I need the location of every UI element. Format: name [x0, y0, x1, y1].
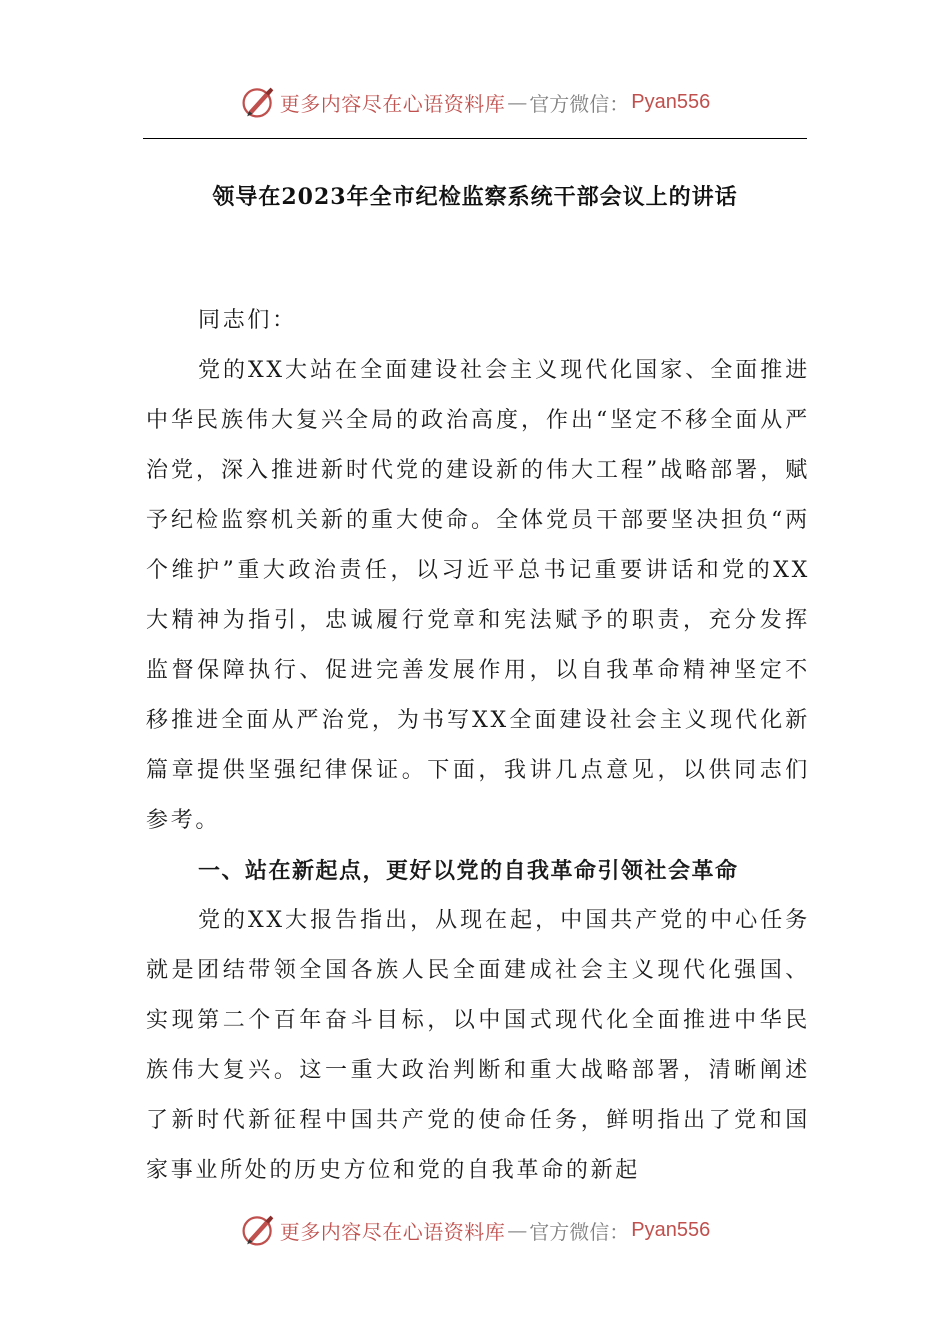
salutation: 同志们： — [198, 308, 297, 333]
banner-separator: — — [507, 90, 528, 114]
document-title: 领导在2023年全市纪检监察系统干部会议上的讲话 — [212, 184, 738, 210]
intro-paragraph: 党的XX大站在全面建设社会主义现代化国家、全面推进中华民族伟大复兴全局的政治高度，作出“坚定不移全面从严治党，深入推进新时代党的建设新的伟大工程”战略部署，赋予纪检监察机关新的重大使命。全体党员干部要坚决担负“两个维护”重大政治责任，以习近平总书记重要讲话和党的XX大精神为指引，忠诚履行党章和宪法赋予的职责，充分发挥监督保障执行、促进完善发展作用，以自我革命精神坚定不移推进全面从严治党，为书写XX全面建设社会主义现代化新篇章提供坚强纪律保证。下面，我讲几点意见，以供同志们参考。 — [146, 358, 810, 833]
banner-text: 更多内容尽在心语资料库 — [279, 91, 506, 116]
header-banner — [0, 82, 950, 122]
document-body — [146, 296, 810, 1196]
pen-logo-icon — [240, 1212, 276, 1248]
banner-text: 更多内容尽在心语资料库 — [279, 1219, 506, 1244]
banner-separator: — — [507, 1218, 528, 1242]
section-heading: 一、站在新起点，更好以党的自我革命引领社会革命 — [198, 858, 739, 884]
wechat-label: 官方微信： — [529, 1219, 630, 1244]
pen-logo-icon — [240, 84, 276, 120]
section-paragraph: 党的XX大报告指出，从现在起，中国共产党的中心任务就是团结带领全国各族人民全面建成社会主义现代化强国、实现第二个百年奋斗目标，以中国式现代化全面推进中华民族伟大复兴。这一重大政治判断和重大战略部署，清晰阐述了新时代新征程中国共产党的使命任务，鲜明指出了党和国家事业所处的历史方位和党的自我革命的新起 — [146, 908, 810, 1183]
footer-banner — [0, 1210, 950, 1250]
wechat-id: Pyan556 — [631, 90, 711, 113]
wechat-id: Pyan556 — [631, 1218, 711, 1241]
wechat-label: 官方微信： — [529, 91, 630, 116]
header-divider — [143, 138, 807, 139]
